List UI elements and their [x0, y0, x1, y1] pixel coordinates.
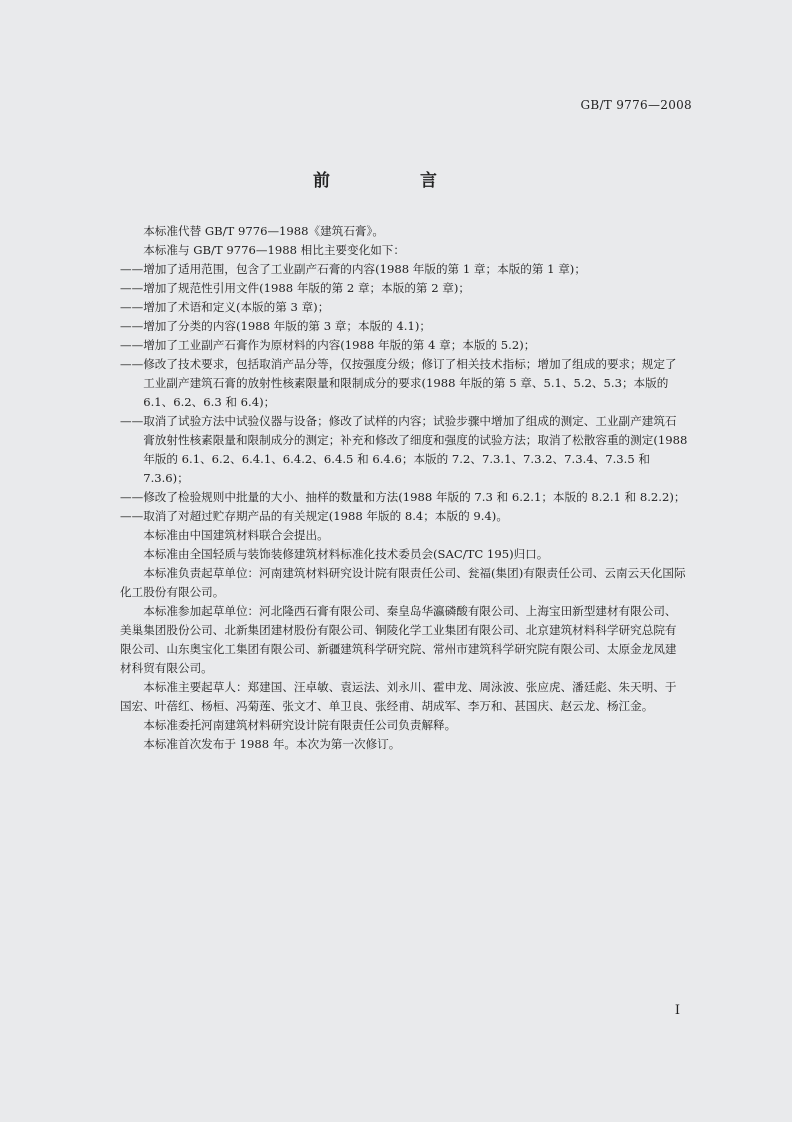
foreword-body	[120, 222, 688, 754]
change-item: ——取消了试验方法中试验仪器与设备；修改了试样的内容；试验步骤中增加了组成的测定、工业副产建筑石膏放射性核素限量和限制成分的测定；补充和修改了细度和强度的试验方法；取消了松散容重的测定(1988 年版的 6.1、6.2、6.4.1、6.4.2、6.4.5 和 6.4.6；本版的 7.2、7.3.1、7.3.2、7.3.4、7.3.5 和 7.3.6)；	[120, 414, 688, 485]
change-item: ——增加了适用范围，包含了工业副产石膏的内容(1988 年版的第 1 章；本版的第 1 章)；	[120, 262, 586, 276]
paragraph: 本标准首次发布于 1988 年。本次为第一次修订。	[143, 737, 401, 751]
change-item: ——增加了术语和定义(本版的第 3 章)；	[120, 300, 330, 314]
change-item: ——增加了规范性引用文件(1988 年版的第 2 章；本版的第 2 章)；	[120, 281, 470, 295]
paragraph: 本标准主要起草人：郑建国、汪卓敏、袁运法、刘永川、霍申龙、周泳波、张应虎、潘廷彪、朱天明、于国宏、叶蓓红、杨桓、冯菊莲、张文才、单卫良、张经甫、胡成军、李万和、甚国庆、赵云龙、杨江金。	[120, 680, 677, 713]
paragraph: 本标准与 GB/T 9776—1988 相比主要变化如下：	[143, 243, 405, 257]
paragraph: 本标准由中国建筑材料联合会提出。	[143, 528, 329, 542]
standard-code: GB/T 9776—2008	[580, 98, 692, 112]
paragraph: 本标准参加起草单位：河北隆西石膏有限公司、秦皇岛华瀛磷酸有限公司、上海宝田新型建材有限公司、美巢集团股份公司、北新集团建材股份有限公司、铜陵化学工业集团有限公司、北京建筑材料科学研究总院有限公司、山东奥宝化工集团有限公司、新疆建筑科学研究院、常州市建筑科学研究院有限公司、太原金龙凤建材科贸有限公司。	[120, 604, 677, 675]
page-number: I	[674, 1003, 680, 1018]
paragraph: 本标准由全国轻质与装饰装修建筑材料标准化技术委员会(SAC/TC 195)归口。	[143, 547, 549, 561]
change-item: ——取消了对超过贮存期产品的有关规定(1988 年版的 8.4；本版的 9.4)。	[120, 509, 508, 523]
change-item: ——增加了分类的内容(1988 年版的第 3 章；本版的 4.1)；	[120, 319, 431, 333]
page-title: 前 言	[313, 171, 479, 191]
change-item: ——修改了检验规则中批量的大小、抽样的数量和方法(1988 年版的 7.3 和 6.2.1；本版的 8.2.1 和 8.2.2)；	[120, 490, 686, 504]
paragraph: 本标准委托河南建筑材料研究设计院有限责任公司负责解释。	[143, 718, 457, 732]
paragraph: 本标准代替 GB/T 9776—1988《建筑石膏》。	[143, 224, 384, 238]
change-item: ——修改了技术要求，包括取消产品分等，仅按强度分级；修订了相关技术指标；增加了组成的要求；规定了工业副产建筑石膏的放射性核素限量和限制成分的要求(1988 年版的第 5 章、5.1、5.2、5.3；本版的 6.1、6.2、6.3 和 6.4)；	[120, 357, 677, 409]
paragraph: 本标准负责起草单位：河南建筑材料研究设计院有限责任公司、瓮福(集团)有限责任公司、云南云天化国际化工股份有限公司。	[120, 566, 686, 599]
change-item: ——增加了工业副产石膏作为原材料的内容(1988 年版的第 4 章；本版的 5.2)；	[120, 338, 536, 352]
